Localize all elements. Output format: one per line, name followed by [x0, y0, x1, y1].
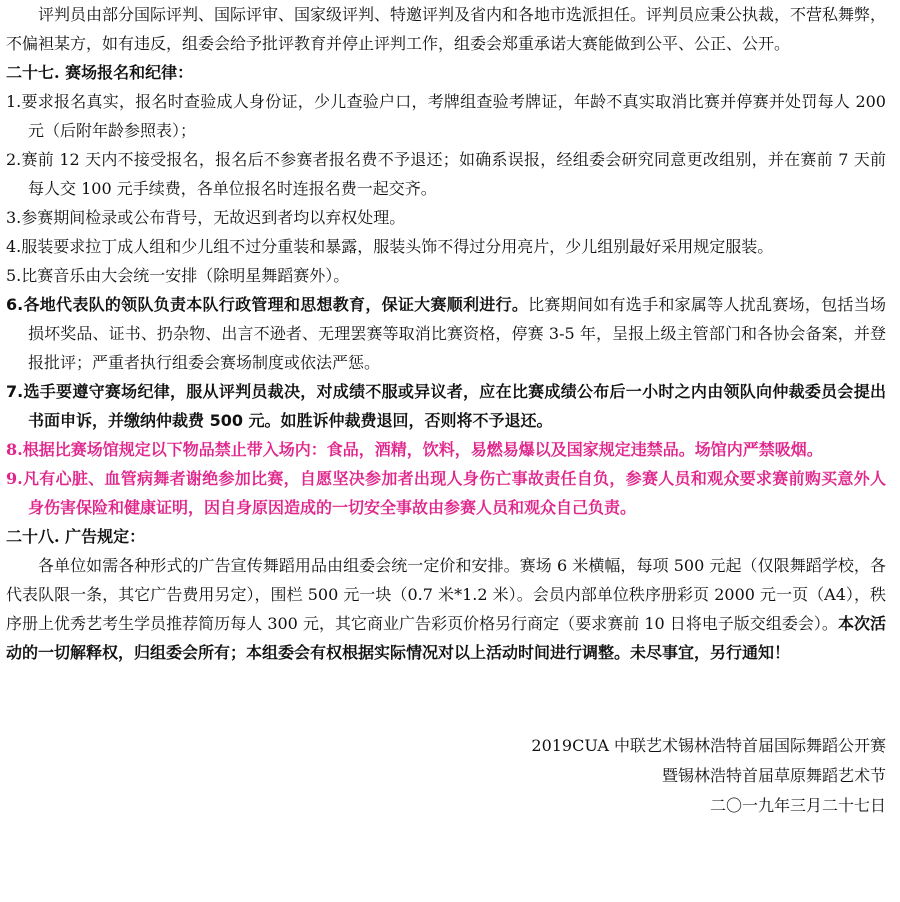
spacer: [0, 667, 900, 731]
section-28-heading: 二十八. 广告规定：: [6, 527, 146, 546]
rule-item-4: 4.服装要求拉丁成人组和少儿组不过分重装和暴露，服装头饰不得过分用亮片，少儿组别最好采用规定服装。: [6, 237, 774, 256]
section-27-heading: 二十七. 赛场报名和纪律：: [6, 63, 194, 82]
rule-item-5: 5.比赛音乐由大会统一安排（除明星舞蹈赛外）。: [6, 266, 350, 285]
signature-date: 二〇一九年三月二十七日: [709, 796, 886, 815]
rule-item-1: 1.要求报名真实，报名时查验成人身份证，少儿查验户口，考牌组查验考牌证，年龄不真实取消比赛并停赛并处罚每人 200 元（后附年龄参照表）；: [6, 92, 886, 140]
rule-item-7: 7.选手要遵守赛场纪律，服从评判员裁决，对成绩不服或异议者，应在比赛成绩公布后一小时之内由领队向仲裁委员会提出书面申诉，并缴纳仲裁费 500 元。如胜诉仲裁费退回，否则将不予退还。: [6, 382, 886, 430]
rule-item-6-text: 比赛期间如有选手和家属等人扰乱赛场，包括当场损坏奖品、证书、扔杂物、出言不逊者、无理罢赛等取消比赛资格，停赛 3-5 年，呈报上级主管部门和各协会备案，并登报批评；严重者执行组委会赛场制度或依法严惩。: [28, 295, 886, 372]
advertising-closing-bold: 本次活动的一切解释权，归组委会所有；本组委会有权根据实际情况对以上活动时间进行调整。未尽事宜，另行通知！: [6, 614, 886, 662]
organizer-line-1: 2019CUA 中联艺术锡林浩特首届国际舞蹈公开赛: [531, 736, 886, 755]
rule-item-2: 2.赛前 12 天内不接受报名，报名后不参赛者报名费不予退还；如确系误报，经组委会研究同意更改组别，并在赛前 7 天前每人交 100 元手续费，各单位报名时连报名费一起交齐。: [6, 150, 886, 198]
rule-item-6-bold: 6.各地代表队的领队负责本队行政管理和思想教育，保证大赛顺利进行。: [6, 295, 529, 314]
rule-item-6: [0, 290, 900, 377]
organizer-line-2: 暨锡林浩特首届草原舞蹈艺术节: [661, 766, 886, 785]
rule-item-9: 9.凡有心脏、血管病舞者谢绝参加比赛，自愿坚决参加者出现人身伤亡事故责任自负，参赛人员和观众要求赛前购买意外人身伤害保险和健康证明，因自身原因造成的一切安全事故由参赛人员和观众自己负责。: [6, 469, 886, 517]
intro-paragraph: 评判员由部分国际评判、国际评审、国家级评判、特邀评判及省内和各地市选派担任。评判员应秉公执裁，不营私舞弊，不偏袒某方，如有违反，组委会给予批评教育并停止评判工作，组委会郑重承诺大赛能做到公平、公正、公开。: [6, 5, 887, 53]
rule-item-8: 8.根据比赛场馆规定以下物品禁止带入场内：食品，酒精，饮料，易燃易爆以及国家规定违禁品。场馆内严禁吸烟。: [6, 440, 823, 459]
rule-item-3: 3.参赛期间检录或公布背号，无故迟到者均以弃权处理。: [6, 208, 406, 227]
advertising-paragraph: [0, 551, 900, 667]
advertising-text: 各单位如需各种形式的广告宣传舞蹈用品由组委会统一定价和安排。赛场 6 米横幅，每项 500 元起（仅限舞蹈学校，各代表队限一条，其它广告费用另定），围栏 500 元一块（0.7 米*1.2 米）。会员内部单位秩序册彩页 2000 元一页（A4），秩序册上优秀艺考生学员推荐简历每人 300 元，其它商业广告彩页价格另行商定（要求赛前 10 日将电子版交组委会）。: [6, 556, 886, 633]
